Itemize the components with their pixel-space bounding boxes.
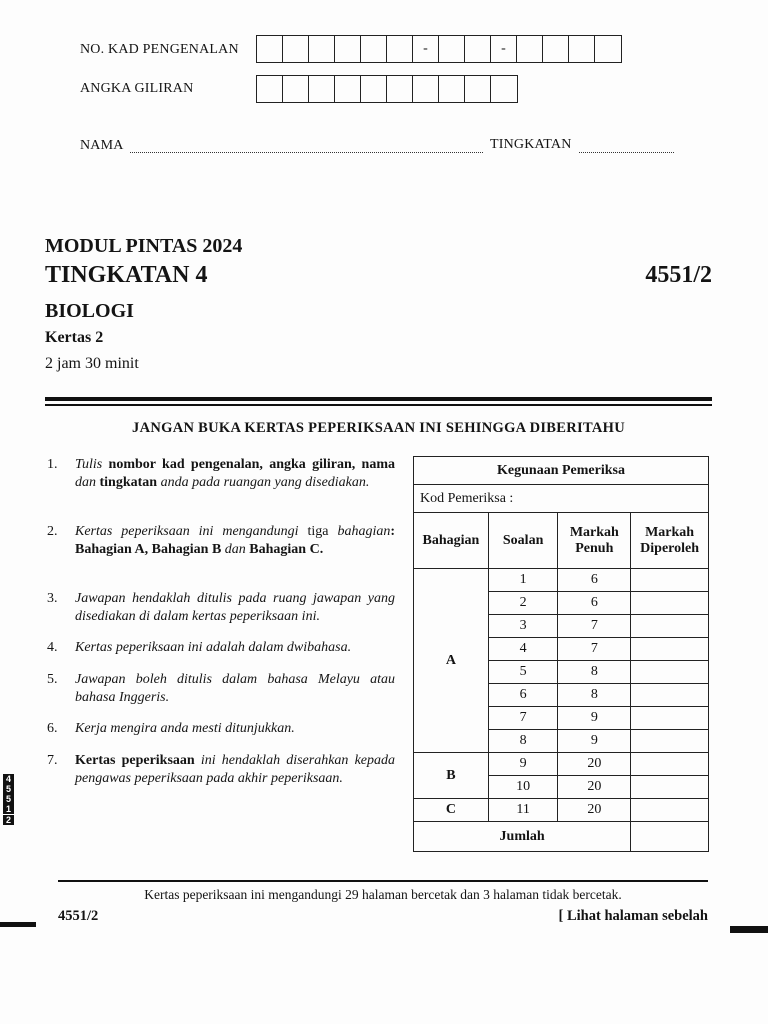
instruction-text: ini hendaklah diserahkan kepada pengawas peperiksaan pada akhir peperiksaan. [75, 753, 395, 786]
ic-box[interactable] [361, 36, 387, 62]
question-number: 2 [488, 592, 558, 615]
full-marks: 7 [558, 615, 631, 638]
paper-number: Kertas 2 [45, 329, 104, 346]
ic-box[interactable] [257, 36, 283, 62]
instruction-item [47, 671, 395, 707]
instruction-text: anda pada ruangan yang disediakan. [160, 475, 370, 490]
marks-obtained-cell[interactable] [631, 753, 709, 776]
question-number: 11 [488, 799, 558, 822]
full-marks: 20 [558, 753, 631, 776]
divider-thick [45, 397, 712, 401]
ic-box[interactable] [465, 36, 491, 62]
full-marks: 6 [558, 592, 631, 615]
marks-obtained-cell[interactable] [631, 799, 709, 822]
instruction-text: Kerja mengira anda mesti ditunjukkan. [75, 721, 295, 736]
footer-paper-code: 4551/2 [58, 908, 99, 924]
question-number: 9 [488, 753, 558, 776]
instruction-text: Tulis [75, 457, 103, 472]
section-b-cell: B [414, 753, 489, 799]
page-count-note: Kertas peperiksaan ini mengandungi 29 halaman bercetak dan 3 halaman tidak bercetak. [144, 887, 622, 902]
instruction-number: 2. [47, 524, 58, 539]
instruction-text: : Bahagian A, Bahagian B [75, 524, 395, 557]
full-marks: 7 [558, 638, 631, 661]
instruction-text: dan [224, 542, 246, 557]
index-box[interactable] [491, 76, 517, 102]
table-row [414, 799, 709, 822]
ic-box[interactable] [283, 36, 309, 62]
ic-number-boxes[interactable] [256, 35, 622, 63]
marks-obtained-cell[interactable] [631, 684, 709, 707]
marks-obtained-cell[interactable] [631, 730, 709, 753]
divider-thin [45, 404, 712, 406]
exam-duration: 2 jam 30 minit [45, 355, 139, 372]
do-not-open-warning: JANGAN BUKA KERTAS PEPERIKSAAN INI SEHINGGA DIBERITAHU [132, 420, 625, 436]
index-box[interactable] [361, 76, 387, 102]
ic-box[interactable] [439, 36, 465, 62]
marks-obtained-cell[interactable] [631, 569, 709, 592]
side-tag-digit: 5 [5, 784, 11, 794]
instruction-item [47, 590, 395, 626]
question-number: 8 [488, 730, 558, 753]
instruction-text: Kertas peperiksaan ini adalah dalam dwibahasa. [75, 640, 352, 655]
instruction-text: Kertas peperiksaan [75, 753, 195, 768]
instruction-text: Jawapan hendaklah ditulis pada ruang jawapan yang disediakan di dalam kertas peperiksaan ini. [75, 591, 395, 624]
instruction-item [47, 639, 395, 657]
instruction-text: tiga [298, 524, 338, 539]
ic-box[interactable] [543, 36, 569, 62]
marks-obtained-cell[interactable] [631, 661, 709, 684]
instruction-item [47, 720, 395, 738]
index-box[interactable] [257, 76, 283, 102]
footer-divider [58, 880, 708, 882]
side-tag-digit: 5 [5, 794, 11, 804]
full-marks: 20 [558, 799, 631, 822]
question-number: 5 [488, 661, 558, 684]
instruction-number: 1. [47, 457, 58, 472]
question-number: 4 [488, 638, 558, 661]
form-label: TINGKATAN [490, 137, 572, 152]
instruction-item [47, 523, 395, 559]
index-box[interactable] [335, 76, 361, 102]
instruction-text: Bahagian C. [245, 542, 324, 557]
name-label: NAMA [80, 138, 124, 153]
column-header-marks-obtained: Markah Diperoleh [631, 513, 709, 569]
side-tag-digit: 4 [5, 774, 11, 784]
marks-obtained-cell[interactable] [631, 592, 709, 615]
marks-obtained-cell[interactable] [631, 707, 709, 730]
ic-box[interactable] [569, 36, 595, 62]
column-header-full-marks: Markah Penuh [558, 513, 631, 569]
full-marks: 8 [558, 684, 631, 707]
form-field[interactable] [579, 140, 674, 153]
ic-separator: - [413, 36, 439, 62]
index-box[interactable] [387, 76, 413, 102]
edge-mark-left [0, 922, 36, 927]
ic-box[interactable] [387, 36, 413, 62]
instruction-text: Jawapan boleh ditulis dalam bahasa Melayu atau bahasa Inggeris. [75, 672, 395, 705]
instruction-number: 7. [47, 753, 58, 768]
ic-box[interactable] [335, 36, 361, 62]
examiner-code-field[interactable]: Kod Pemeriksa : [414, 485, 709, 513]
full-marks: 9 [558, 730, 631, 753]
full-marks: 6 [558, 569, 631, 592]
instruction-item [47, 456, 395, 492]
question-number: 1 [488, 569, 558, 592]
question-number: 6 [488, 684, 558, 707]
full-marks: 8 [558, 661, 631, 684]
question-number: 10 [488, 776, 558, 799]
index-box[interactable] [465, 76, 491, 102]
side-tag-digit: 1 [3, 804, 14, 815]
marks-obtained-cell[interactable] [631, 615, 709, 638]
instruction-text: nombor kad pengenalan, angka giliran, nama [102, 457, 395, 472]
side-code-tag [3, 774, 14, 825]
side-tag-digit: 2 [5, 815, 11, 825]
marks-obtained-cell[interactable] [631, 776, 709, 799]
subject-title: BIOLOGI [45, 300, 134, 322]
ic-box[interactable] [517, 36, 543, 62]
examiner-table-title: Kegunaan Pemeriksa [414, 457, 709, 485]
instruction-item [47, 752, 395, 788]
index-box[interactable] [413, 76, 439, 102]
full-marks: 9 [558, 707, 631, 730]
ic-number-label: NO. KAD PENGENALAN [80, 42, 239, 57]
table-row [414, 753, 709, 776]
name-field[interactable] [130, 140, 483, 153]
section-c-cell: C [414, 799, 489, 822]
ic-separator: - [491, 36, 517, 62]
index-number-label: ANGKA GILIRAN [80, 81, 194, 96]
index-box[interactable] [309, 76, 335, 102]
marks-obtained-cell[interactable] [631, 638, 709, 661]
ic-box[interactable] [595, 36, 621, 62]
next-page-note: [ Lihat halaman sebelah [558, 908, 708, 924]
form-title: TINGKATAN 4 [45, 262, 208, 288]
section-a-cell: A [414, 569, 489, 753]
instruction-number: 3. [47, 591, 58, 606]
index-number-boxes[interactable] [256, 75, 518, 103]
column-header-question: Soalan [488, 513, 558, 569]
total-label: Jumlah [414, 822, 631, 852]
instruction-text: tingkatan [96, 475, 161, 490]
question-number: 7 [488, 707, 558, 730]
index-box[interactable] [439, 76, 465, 102]
table-row [414, 822, 709, 852]
instruction-number: 6. [47, 721, 58, 736]
instructions-list [47, 456, 395, 816]
paper-code: 4551/2 [645, 262, 712, 288]
column-header-section: Bahagian [414, 513, 489, 569]
index-box[interactable] [283, 76, 309, 102]
module-title: MODUL PINTAS 2024 [45, 235, 243, 257]
examiner-table [413, 456, 709, 852]
instruction-text: Kertas peperiksaan ini mengandungi [75, 524, 299, 539]
instruction-number: 4. [47, 640, 58, 655]
ic-box[interactable] [309, 36, 335, 62]
instruction-text: bahagian [337, 524, 391, 539]
instruction-number: 5. [47, 672, 58, 687]
edge-mark-right [730, 926, 768, 933]
question-number: 3 [488, 615, 558, 638]
full-marks: 20 [558, 776, 631, 799]
instruction-text: dan [75, 475, 96, 490]
total-marks-cell[interactable] [631, 822, 709, 852]
